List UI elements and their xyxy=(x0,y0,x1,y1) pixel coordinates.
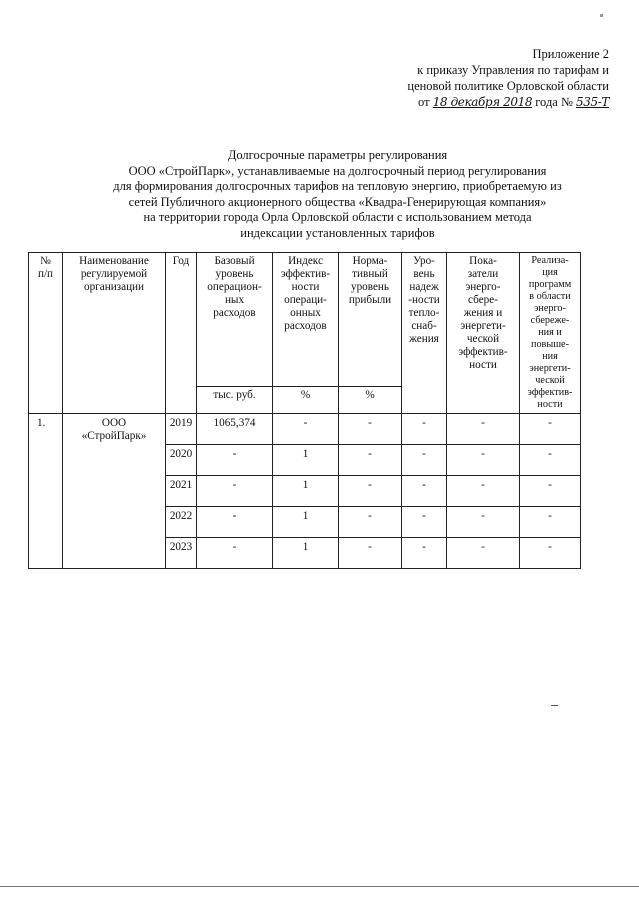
energy-saving-cell: - xyxy=(447,476,520,507)
title-line: ООО «СтройПарк», устанавливаемые на долгосрочный период регулирования xyxy=(128,163,547,178)
profit-level-cell: - xyxy=(339,414,402,445)
efficiency-index-cell: 1 xyxy=(273,445,339,476)
efficiency-index-cell: - xyxy=(273,414,339,445)
header-cell-reliability: Уро- вень надеж -ности тепло- снаб- жения xyxy=(402,253,447,414)
row-number-cell: 1. xyxy=(29,414,63,569)
header-cell-year: Год xyxy=(166,253,197,414)
profit-level-cell: - xyxy=(339,476,402,507)
base-costs-cell: - xyxy=(197,538,273,569)
energy-saving-cell: - xyxy=(447,538,520,569)
header-cell-organization: Наименование регулируемой организации xyxy=(63,253,166,414)
header-cell-base-costs: Базовый уровень операцион- ных расходов xyxy=(197,253,273,387)
appendix-title: Приложение 2 xyxy=(532,47,609,61)
year-cell: 2023 xyxy=(166,538,197,569)
appendix-order-ref: к приказу Управления по тарифам и xyxy=(417,63,609,77)
year-cell: 2021 xyxy=(166,476,197,507)
header-cell-number: № п/п xyxy=(29,253,63,414)
reliability-cell: - xyxy=(402,538,447,569)
reliability-cell: - xyxy=(402,414,447,445)
header-cell-efficiency-index: Индекс эффектив- ности операци- онных расходов xyxy=(273,253,339,387)
header-cell-program: Реализа- ция программ в области энерго- сбереже- ния и повыше- ния энергети- ческой эффектив- ности xyxy=(520,253,581,414)
profit-level-cell: - xyxy=(339,538,402,569)
energy-saving-cell: - xyxy=(447,507,520,538)
year-cell: 2019 xyxy=(166,414,197,445)
table-header-row xyxy=(29,253,581,387)
handwritten-number: 535-Т xyxy=(576,95,609,109)
table-row xyxy=(29,414,581,445)
efficiency-index-cell: 1 xyxy=(273,538,339,569)
base-costs-cell: - xyxy=(197,507,273,538)
title-line: Долгосрочные параметры регулирования xyxy=(227,148,448,162)
title-line: на территории города Орла Орловской области с использованием метода xyxy=(143,210,532,224)
program-cell: - xyxy=(520,476,581,507)
stray-mark xyxy=(551,705,558,706)
appendix-authority: ценовой политике Орловской области xyxy=(407,79,609,93)
efficiency-index-cell: 1 xyxy=(273,507,339,538)
base-costs-cell: - xyxy=(197,476,273,507)
title-line: для формирования долгосрочных тарифов на тепловую энергию, приобретаемую из xyxy=(113,179,562,193)
base-costs-cell: - xyxy=(197,445,273,476)
organization-cell: ООО «СтройПарк» xyxy=(63,414,166,569)
base-costs-cell: 1065,374 xyxy=(197,414,273,445)
year-number-label: года № xyxy=(535,95,573,109)
program-cell: - xyxy=(520,538,581,569)
date-prefix: от xyxy=(418,95,430,109)
unit-cell: тыс. руб. xyxy=(197,387,273,414)
reliability-cell: - xyxy=(402,507,447,538)
year-cell: 2022 xyxy=(166,507,197,538)
profit-level-cell: - xyxy=(339,507,402,538)
program-cell: - xyxy=(520,445,581,476)
efficiency-index-cell: 1 xyxy=(273,476,339,507)
title-line: индексации установленных тарифов xyxy=(240,225,435,240)
unit-cell: % xyxy=(273,387,339,414)
energy-saving-cell: - xyxy=(447,414,520,445)
regulation-parameters-table xyxy=(28,252,581,569)
header-cell-energy-saving: Пока- затели энерго- сбере- жения и энергети- ческой эффектив- ности xyxy=(447,253,520,414)
year-cell: 2020 xyxy=(166,445,197,476)
reliability-cell: - xyxy=(402,476,447,507)
handwritten-date: 18 декабря 2018 xyxy=(432,95,533,109)
profit-level-cell: - xyxy=(339,445,402,476)
energy-saving-cell: - xyxy=(447,445,520,476)
program-cell: - xyxy=(520,414,581,445)
reliability-cell: - xyxy=(402,445,447,476)
header-cell-profit-level: Норма- тивный уровень прибыли xyxy=(339,253,402,387)
program-cell: - xyxy=(520,507,581,538)
title-line: сетей Публичного акционерного общества «Квадра-Генерирующая компания» xyxy=(128,194,547,209)
unit-cell: % xyxy=(339,387,402,414)
appendix-header xyxy=(339,46,609,110)
document-title xyxy=(60,148,615,241)
appendix-date-line xyxy=(339,94,609,110)
scan-speck xyxy=(600,14,603,17)
scan-edge-line xyxy=(0,886,639,887)
